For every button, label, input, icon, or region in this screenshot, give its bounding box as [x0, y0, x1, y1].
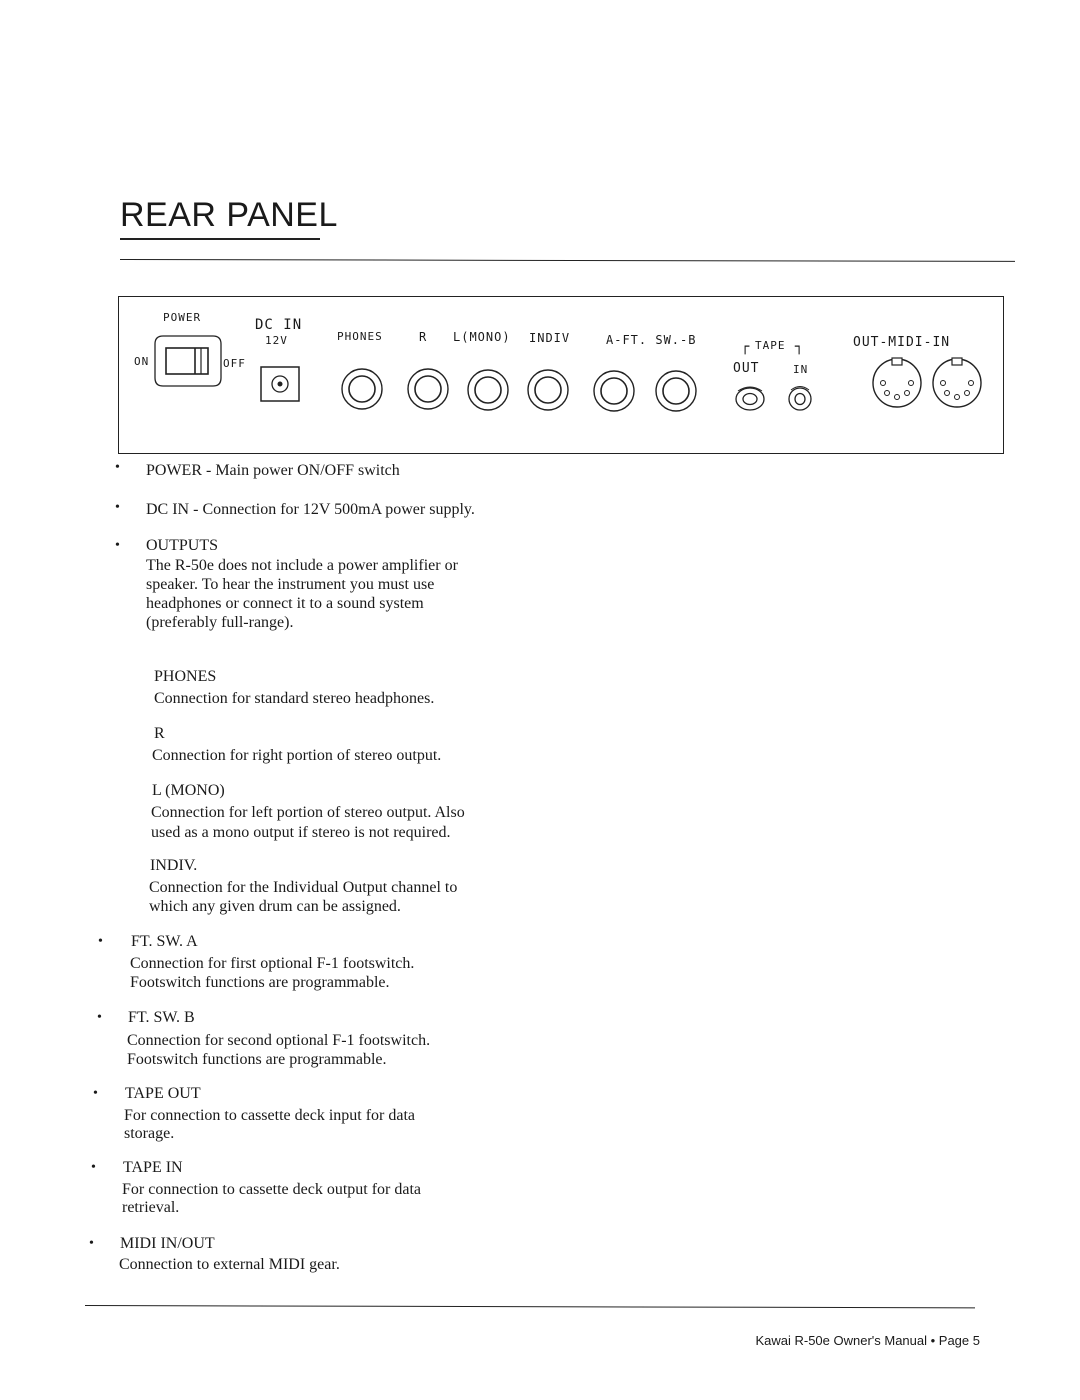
power-switch-icon	[151, 332, 225, 390]
indiv-jack-icon	[525, 366, 571, 414]
tape-out-line-2: storage.	[124, 1125, 175, 1142]
title-rule	[120, 238, 320, 240]
outputs-line-1: The R-50e does not include a power amplifier or	[146, 557, 458, 574]
midi-heading: MIDI IN/OUT	[120, 1235, 215, 1252]
ft-sw-b-line-1: Connection for second optional F-1 footswitch.	[127, 1032, 431, 1049]
midi-label: OUT-MIDI-IN	[853, 335, 951, 350]
l-mono-label: L(MONO)	[453, 330, 511, 344]
l-mono-jack-icon	[465, 366, 511, 414]
ft-sw-label: A-FT. SW.-B	[606, 333, 697, 347]
outputs-line-3: headphones or connect it to a sound system	[146, 595, 424, 612]
bullet-outputs: •	[115, 538, 120, 553]
indiv-heading: INDIV.	[150, 857, 198, 874]
footer-rule	[85, 1305, 975, 1308]
r-line-1: Connection for right portion of stereo output.	[152, 747, 442, 764]
bullet-ft-sw-a: •	[98, 934, 103, 949]
item-dc-in: DC IN - Connection for 12V 500mA power supply.	[146, 501, 475, 518]
indiv-line-1: Connection for the Individual Output channel to	[149, 879, 458, 896]
indiv-line-2: which any given drum can be assigned.	[149, 898, 401, 915]
rear-panel-diagram	[118, 296, 1004, 454]
phones-heading: PHONES	[154, 668, 217, 685]
ft-sw-a-line-2: Footswitch functions are programmable.	[130, 974, 390, 991]
tape-out-label: OUT	[733, 361, 760, 376]
bullet-tape-out: •	[93, 1086, 98, 1101]
ft-sw-b-line-2: Footswitch functions are programmable.	[127, 1051, 387, 1068]
tape-in-label: IN	[793, 363, 809, 376]
r-label: R	[419, 330, 428, 344]
l-mono-heading: L (MONO)	[152, 782, 225, 799]
bullet-power: •	[115, 460, 120, 475]
phones-line-1: Connection for standard stereo headphones.	[154, 690, 435, 707]
tape-out-line-1: For connection to cassette deck input for data	[124, 1107, 416, 1124]
r-heading: R	[154, 725, 165, 742]
off-label: OFF	[223, 357, 246, 370]
bullet-dc-in: •	[115, 500, 120, 515]
r-output-jack-icon	[405, 365, 451, 413]
item-power: POWER - Main power ON/OFF switch	[146, 462, 400, 479]
l-mono-line-1: Connection for left portion of stereo output. Also	[151, 804, 465, 821]
bullet-ft-sw-b: •	[97, 1010, 102, 1025]
bullet-tape-in: •	[91, 1160, 96, 1175]
phones-label: PHONES	[337, 330, 383, 343]
indiv-label: INDIV	[529, 331, 571, 345]
tape-label: TAPE	[755, 339, 786, 352]
midi-in-port-icon	[929, 355, 985, 411]
page-footer: Kawai R-50e Owner's Manual • Page 5	[755, 1333, 980, 1348]
dc-in-voltage: 12V	[265, 334, 288, 347]
l-mono-line-2: used as a mono output if stereo is not required.	[151, 824, 451, 841]
ft-sw-a-heading: FT. SW. A	[131, 933, 198, 950]
tape-out-heading: TAPE OUT	[125, 1085, 201, 1102]
ft-sw-a-jack-icon	[591, 367, 637, 415]
outputs-heading: OUTPUTS	[146, 537, 219, 554]
page-title: REAR PANEL	[120, 196, 338, 234]
tape-out-jack-icon	[733, 383, 767, 413]
tape-in-line-1: For connection to cassette deck output for data	[122, 1181, 422, 1198]
ft-sw-b-jack-icon	[653, 367, 699, 415]
dc-in-label: DC IN	[255, 317, 303, 333]
dc-in-jack-icon	[259, 365, 301, 403]
tape-bracket-right: ┐	[795, 339, 805, 355]
midi-line-1: Connection to external MIDI gear.	[119, 1256, 340, 1273]
phones-jack-icon	[339, 365, 385, 413]
tape-in-jack-icon	[785, 383, 815, 413]
power-label: POWER	[163, 311, 202, 324]
title-rule-long	[120, 259, 1015, 262]
on-label: ON	[134, 355, 150, 368]
outputs-line-2: speaker. To hear the instrument you must use	[146, 576, 435, 593]
outputs-line-4: (preferably full-range).	[146, 614, 294, 631]
tape-in-heading: TAPE IN	[123, 1159, 183, 1176]
tape-in-line-2: retrieval.	[122, 1199, 180, 1216]
tape-bracket-left: ┌	[741, 339, 751, 355]
ft-sw-b-heading: FT. SW. B	[128, 1009, 195, 1026]
bullet-midi: •	[89, 1236, 94, 1251]
ft-sw-a-line-1: Connection for first optional F-1 footswitch.	[130, 955, 415, 972]
midi-out-port-icon	[869, 355, 925, 411]
